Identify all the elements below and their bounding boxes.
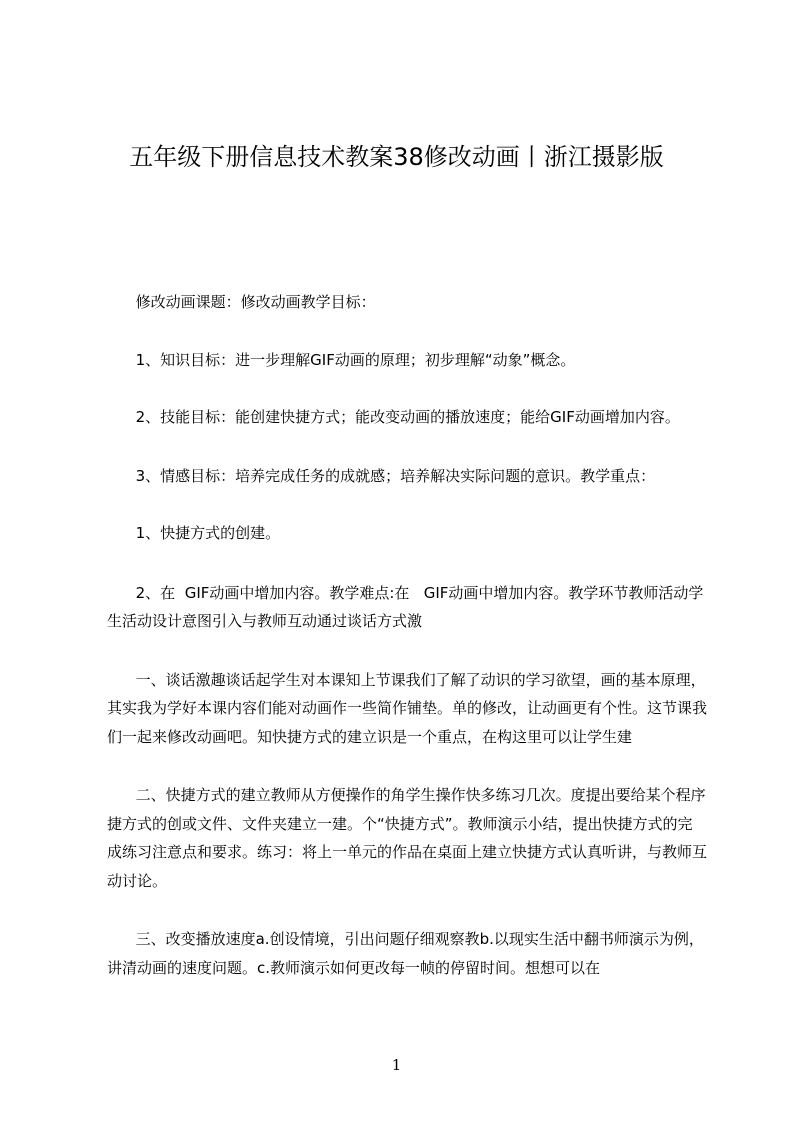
paragraph-key-point-1: 1、快捷方式的创建。: [107, 524, 281, 542]
paragraph-section-1: 一、谈话激趣谈话起学生对本课知上节课我们了解了动识的学习欲望，画的基本原理，其实我为学好本课内容们能对动画作一些简作铺垫。单的修改，让动画更有个性。这节课我们一起来修改动画吧。知快捷方式的建立识是一个重点，在构这里可以让学生建: [107, 670, 708, 746]
paragraph-lesson-topic: 修改动画课题：修改动画教学目标：: [107, 293, 376, 311]
document-title: 五年级下册信息技术教案38修改动画丨浙江摄影版: [129, 143, 664, 171]
page-number: 1: [391, 1056, 402, 1074]
paragraph-section-2: 二、快捷方式的建立教师从方便操作的角学生操作快多练习几次。度提出要给某个程序捷方式的创或文件、文件夹建立一建。个“快捷方式”。教师演示小结，提出快捷方式的完成练习注意点和要求。练习：将上一单元的作品在桌面上建立快捷方式认真听讲，与教师互动讨论。: [107, 786, 708, 890]
paragraph-key-point-2: 2、在 GIF动画中增加内容。教学难点:在 GIF动画中增加内容。教学环节教师活动学生活动设计意图引入与教师互动通过谈话方式激: [107, 583, 704, 630]
paragraph-emotion-goal: 3、情感目标：培养完成任务的成就感；培养解决实际问题的意识。教学重点：: [107, 466, 656, 485]
paragraph-section-3: 三、改变播放速度a.创设情境，引出问题仔细观察教b.以现实生活中翻书师演示为例，讲清动画的速度问题。c.教师演示如何更改每一帧的停留时间。想想可以在: [107, 930, 704, 977]
paragraph-skill-goal: 2、技能目标：能创建快捷方式；能改变动画的播放速度；能给GIF动画增加内容。: [107, 408, 680, 426]
document-body: [107, 288, 707, 982]
paragraph-knowledge-goal: 1、知识目标：进一步理解GIF动画的原理；初步理解“动象”概念。: [107, 350, 576, 369]
